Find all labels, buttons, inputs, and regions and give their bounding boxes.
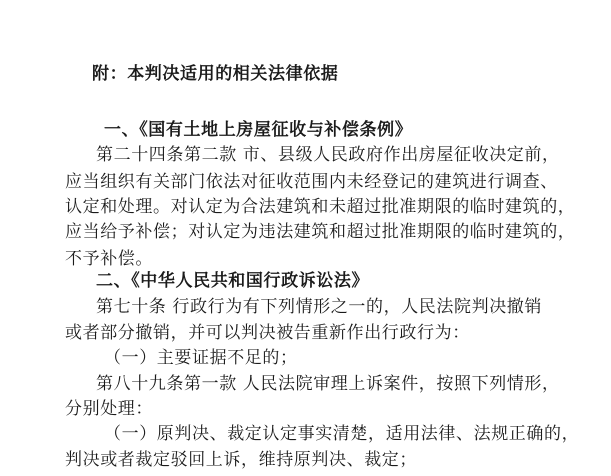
section-2-title: 二、《中华人民共和国行政诉讼法》 <box>96 271 370 292</box>
section-1-line-5: 不予补偿。 <box>65 249 153 269</box>
section-1-line-3: 认定和处理。对认定为合法建筑和未超过批准期限的临时建筑的， <box>65 197 576 218</box>
section-1-title: 一、《国有土地上房屋征收与补偿条例》 <box>104 120 413 140</box>
section-1-line-2: 应当组织有关部门依法对征收范围内未经登记的建筑进行调查、 <box>65 171 558 192</box>
section-2-line-4: 第八十九条第一款 人民法院审理上诉案件，按照下列情形， <box>96 373 560 394</box>
section-1-line-1: 第二十四条第二款 市、县级人民政府作出房屋征收决定前， <box>96 144 560 165</box>
section-2-line-7: 判决或者裁定驳回上诉，维持原判决、裁定； <box>65 450 417 470</box>
section-2-line-3: （一）主要证据不足的； <box>104 347 298 368</box>
section-2-line-6: （一）原判决、裁定认定事实清楚，适用法律、法规正确的， <box>104 424 580 445</box>
section-2-line-5: 分别处理： <box>65 399 153 420</box>
appendix-heading: 附：本判决适用的相关法律依据 <box>92 64 339 84</box>
section-2-line-1: 第七十条 行政行为有下列情形之一的，人民法院判决撤销 <box>96 297 543 317</box>
section-2-line-2: 或者部分撤销，并可以判决被告重新作出行政行为： <box>65 322 470 343</box>
section-1-line-4: 应当给予补偿；对认定为违法建筑和超过批准期限的临时建筑的， <box>65 222 576 243</box>
